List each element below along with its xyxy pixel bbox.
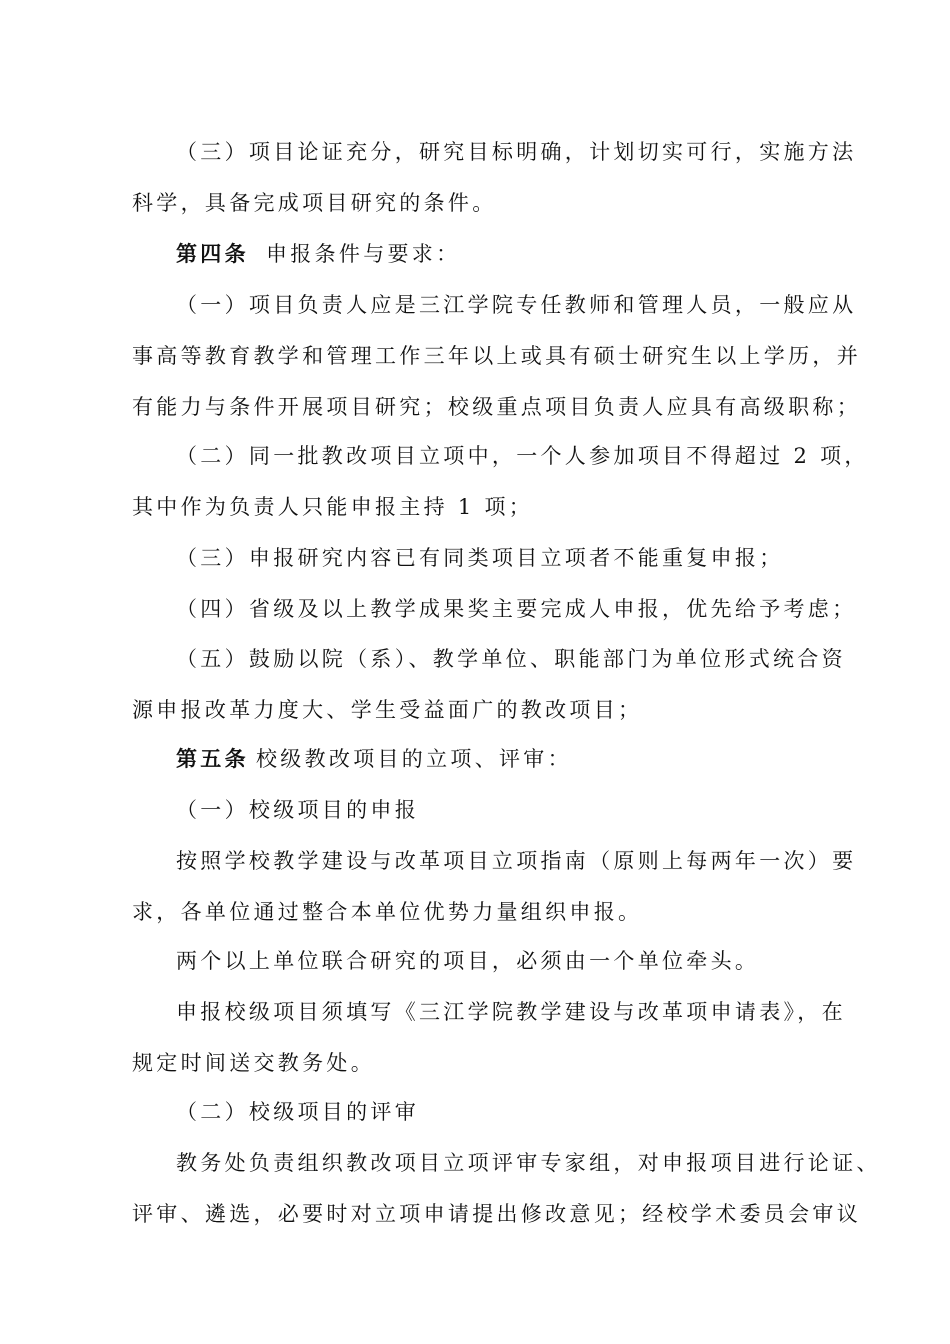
paragraph-line: （三）项目论证充分，研究目标明确，计划切实可行，实施方法 — [176, 140, 857, 164]
paragraph-line: 按照学校教学建设与改革项目立项指南（原则上每两年一次）要 — [176, 849, 857, 873]
paragraph-line: （三）申报研究内容已有同类项目立项者不能重复申报； — [176, 546, 784, 570]
paragraph-line: （五）鼓励以院（系）、教学单位、职能部门为单位形式统合资 — [176, 647, 846, 671]
paragraph-line: （四）省级及以上教学成果奖主要完成人申报，优先给予考虑； — [176, 597, 857, 621]
article-title: 校级教改项目的立项、评审： — [256, 747, 572, 771]
paragraph-line: （一）项目负责人应是三江学院专任教师和管理人员，一般应从 — [176, 293, 857, 317]
paragraph-line: 申报校级项目须填写《三江学院教学建设与改革项申请表》，在 — [176, 1000, 846, 1024]
paragraph-line: （二）同一批教改项目立项中，一个人参加项目不得超过 2 项， — [176, 444, 869, 468]
paragraph-line: 两个以上单位联合研究的项目，必须由一个单位牵头。 — [176, 949, 760, 973]
paragraph-line: 其中作为负责人只能申报主持 1 项； — [132, 495, 534, 519]
paragraph-line: 科学，具备完成项目研究的条件。 — [132, 191, 497, 215]
article-heading: 第四条 — [176, 241, 249, 266]
paragraph-line: 有能力与条件开展项目研究；校级重点项目负责人应具有高级职称； — [132, 395, 861, 419]
paragraph-line: 源申报改革力度大、学生受益面广的教改项目； — [132, 698, 643, 722]
subsection-heading: （二）校级项目的评审 — [176, 1100, 419, 1124]
subsection-heading: （一）校级项目的申报 — [176, 798, 419, 822]
paragraph-line: 事高等教育教学和管理工作三年以上或具有硕士研究生以上学历，并 — [132, 344, 861, 368]
paragraph-line: 规定时间送交教务处。 — [132, 1051, 375, 1075]
paragraph-line: 评审、遴选，必要时对立项申请提出修改意见；经校学术委员会审议 — [132, 1202, 861, 1226]
article-heading: 第五条 — [176, 746, 249, 771]
article-title: 申报条件与要求： — [266, 242, 461, 266]
paragraph-line: 求，各单位通过整合本单位优势力量组织申报。 — [132, 900, 643, 924]
paragraph-line: 教务处负责组织教改项目立项评审专家组，对申报项目进行论证、 — [176, 1151, 881, 1175]
